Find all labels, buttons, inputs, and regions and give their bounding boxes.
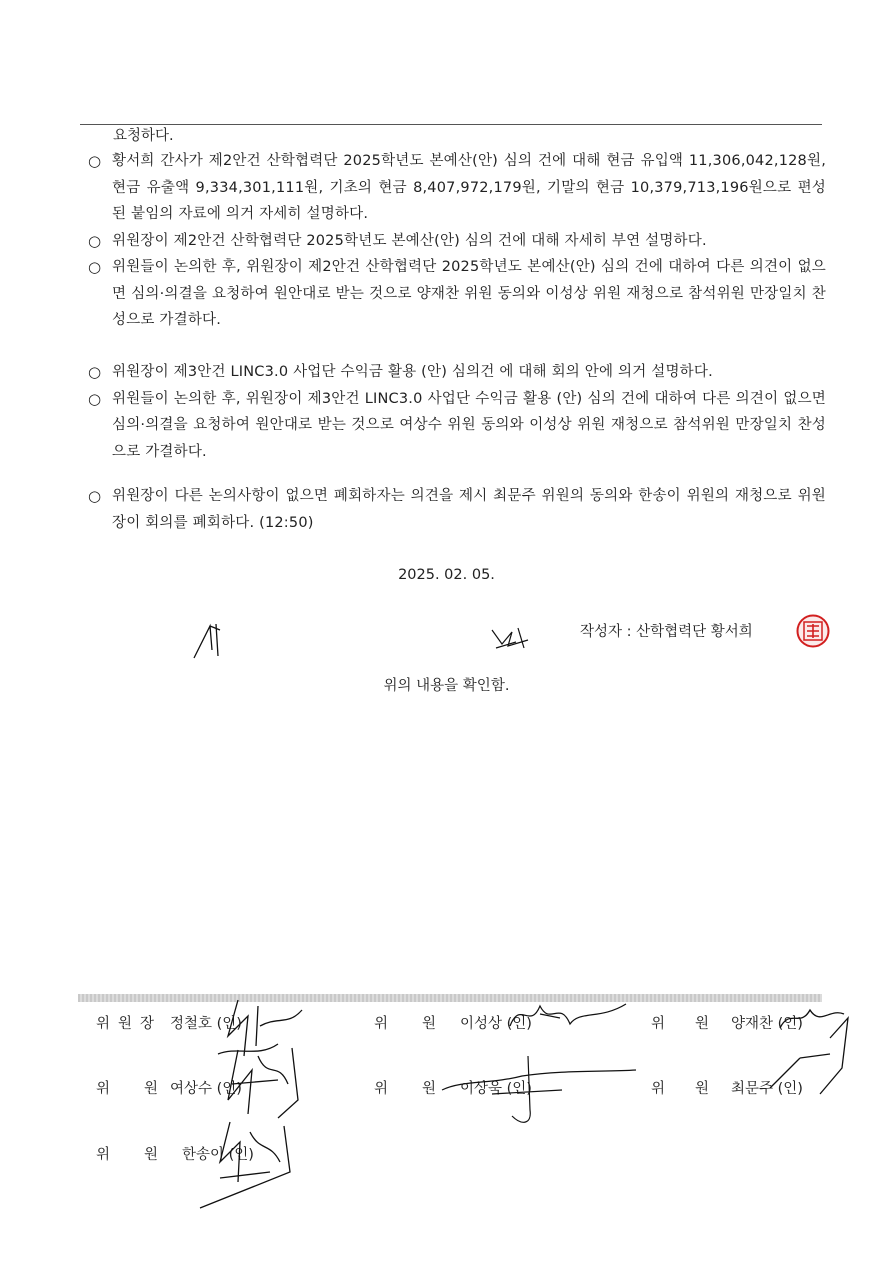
member-name: 한송이 (인) (182, 1147, 254, 1163)
member-role: 위 원 (96, 1081, 159, 1097)
signature-member-2 (500, 996, 630, 1036)
signature-member-4 (208, 1040, 308, 1120)
member-role: 위 원 (96, 1147, 159, 1163)
member-role: 위 원 (651, 1081, 710, 1097)
member-name: 정철호 (인) (170, 1016, 242, 1032)
bullet-circle-icon: ○ (88, 487, 102, 505)
signature-member-7 (190, 1112, 300, 1212)
continuation-text: 요청하다. (113, 128, 174, 144)
paragraph-item (88, 359, 826, 386)
bullet-circle-icon: ○ (88, 363, 102, 381)
signature-member-5 (432, 1050, 642, 1130)
paragraph-item (88, 254, 826, 334)
paragraph-text: 위원장이 다른 논의사항이 없으면 폐회하자는 의견을 제시 최문주 위원의 동의와 한송이 위원의 재청으로 위원장이 회의를 폐회하다. (12:50) (112, 488, 826, 531)
member-role: 위 원 (651, 1016, 710, 1032)
signature-member-3 (760, 998, 860, 1098)
bullet-circle-icon: ○ (88, 152, 102, 170)
member-name: 이성상 (인) (460, 1016, 532, 1032)
member-role: 위 원 (374, 1016, 437, 1032)
paragraph-group-3 (88, 483, 826, 536)
paragraph-text: 황서희 간사가 제2안건 산학협력단 2025학년도 본예산(안) 심의 건에 대해 현금 유입액 11,306,042,128원, 현금 유출액 9,334,301,111원, 기초의 현금 8,407,972,179원, 기말의 현금 10,379,713,196원으로 편성된 붙임의 자료에 의거 자세히 설명하다. (112, 153, 826, 222)
member-name: 이상욱 (인) (460, 1081, 532, 1097)
paragraph-item (88, 386, 826, 466)
paragraph-item (88, 483, 826, 536)
bullet-circle-icon: ○ (88, 231, 102, 250)
paragraph-group-1 (88, 148, 826, 334)
paragraph-item (88, 228, 826, 255)
confirmation-text: 위의 내용을 확인함. (383, 678, 510, 694)
member-name: 양재찬 (인) (731, 1016, 803, 1032)
signature-section-divider (78, 994, 822, 1002)
member-name: 여상수 (인) (170, 1081, 242, 1097)
paragraph-text: 위원들이 논의한 후, 위원장이 제3안건 LINC3.0 사업단 수익금 활용 (안) 심의 건에 대하여 다른 의견이 없으면 심의·의결을 요청하여 원안대로 받는 것으로 여상수 위원 동의와 이성상 위원 재청으로 참석위원 만장일치 찬성으로 가결하다. (112, 390, 826, 460)
paragraph-item (88, 148, 826, 228)
member-name: 최문주 (인) (731, 1081, 803, 1097)
paragraph-text: 위원장이 제3안건 LINC3.0 사업단 수익금 활용 (안) 심의건 에 대해 회의 안에 의거 설명하다. (112, 364, 713, 380)
meeting-date: 2025. 02. 05. (398, 567, 495, 583)
paragraph-group-2 (88, 359, 826, 465)
seal-stamp-icon (796, 614, 830, 648)
paragraph-text: 위원들이 논의한 후, 위원장이 제2안건 산학협력단 2025학년도 본예산(안) 심의 건에 대하여 다른 의견이 없으면 심의·의결을 요청하여 원안대로 받는 것으로 양재찬 위원 동의와 이성상 위원 재청으로 참석위원 만장일치 찬성으로 가결하다. (112, 259, 826, 328)
bullet-circle-icon: ○ (88, 389, 102, 408)
bullet-circle-icon: ○ (88, 258, 102, 276)
paragraph-text: 위원장이 제2안건 산학협력단 2025학년도 본예산(안) 심의 건에 대해 자세히 부연 설명하다. (112, 232, 707, 249)
member-role: 위 원 (374, 1081, 437, 1097)
top-rule (80, 124, 822, 125)
signature-mark-1 (190, 620, 240, 662)
author-line: 작성자 : 산학협력단 황서희 (580, 624, 753, 640)
member-role: 위 원 장 (96, 1016, 155, 1032)
signature-mark-2 (488, 622, 536, 652)
